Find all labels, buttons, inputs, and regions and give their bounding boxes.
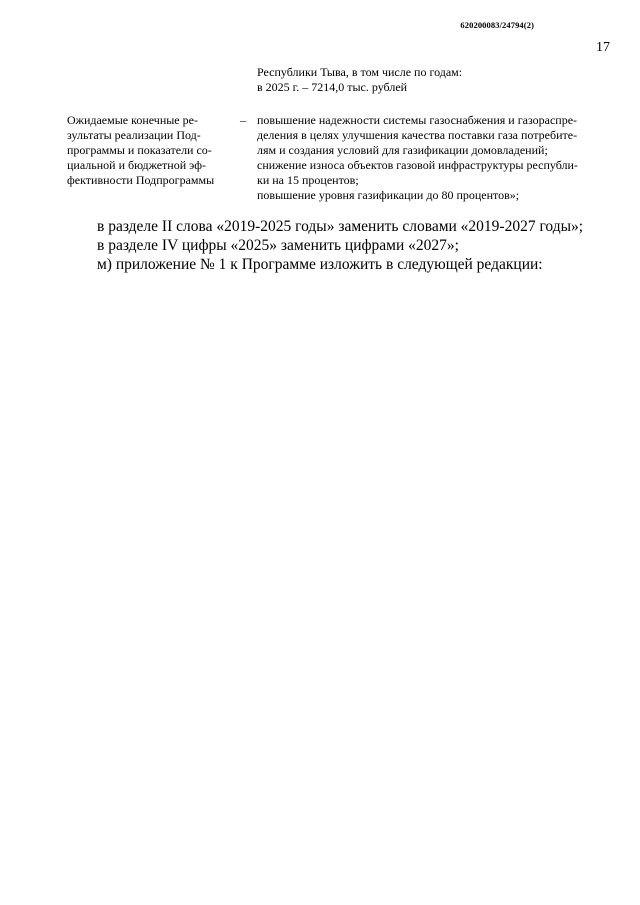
- row-label-line: Ожидаемые конечные ре-: [67, 113, 198, 127]
- row-value-line: снижение износа объектов газовой инфраструктуры республи-: [257, 158, 578, 172]
- row-label: [67, 113, 235, 188]
- row-value: [257, 113, 615, 203]
- row-value-line: повышение уровня газификации до 80 процентов»;: [257, 188, 520, 202]
- row-label-line: циальной и бюджетной эф-: [67, 158, 206, 172]
- body-paragraph: в разделе IV цифры «2025» заменить цифрами «2027»;: [97, 237, 459, 254]
- row-label-line: фективности Подпрограммы: [67, 173, 215, 187]
- page-number: 17: [596, 40, 610, 55]
- row-label-line: программы и показатели со-: [67, 143, 212, 157]
- row-value-line: ки на 15 процентов;: [257, 173, 359, 187]
- row-value-line: деления в целях улучшения качества поставки газа потребите-: [257, 128, 578, 142]
- continuation-line: Республики Тыва, в том числе по годам:: [257, 65, 463, 79]
- continuation-line: в 2025 г. – 7214,0 тыс. рублей: [257, 80, 408, 94]
- row-value-line: лям и создания условий для газификации домовладений;: [257, 143, 548, 157]
- body-paragraph: м) приложение № 1 к Программе изложить в следующей редакции:: [97, 256, 543, 273]
- body-paragraph: в разделе II слова «2019-2025 годы» заменить словами «2019-2027 годы»;: [97, 218, 584, 235]
- row-dash: –: [240, 113, 246, 127]
- document-code: 620200083/24794(2): [460, 20, 534, 30]
- body-text: [97, 217, 617, 274]
- continuation-text: [257, 65, 617, 95]
- row-value-line: повышение надежности системы газоснабжения и газораспре-: [257, 113, 578, 127]
- row-label-line: зультаты реализации Под-: [67, 128, 201, 142]
